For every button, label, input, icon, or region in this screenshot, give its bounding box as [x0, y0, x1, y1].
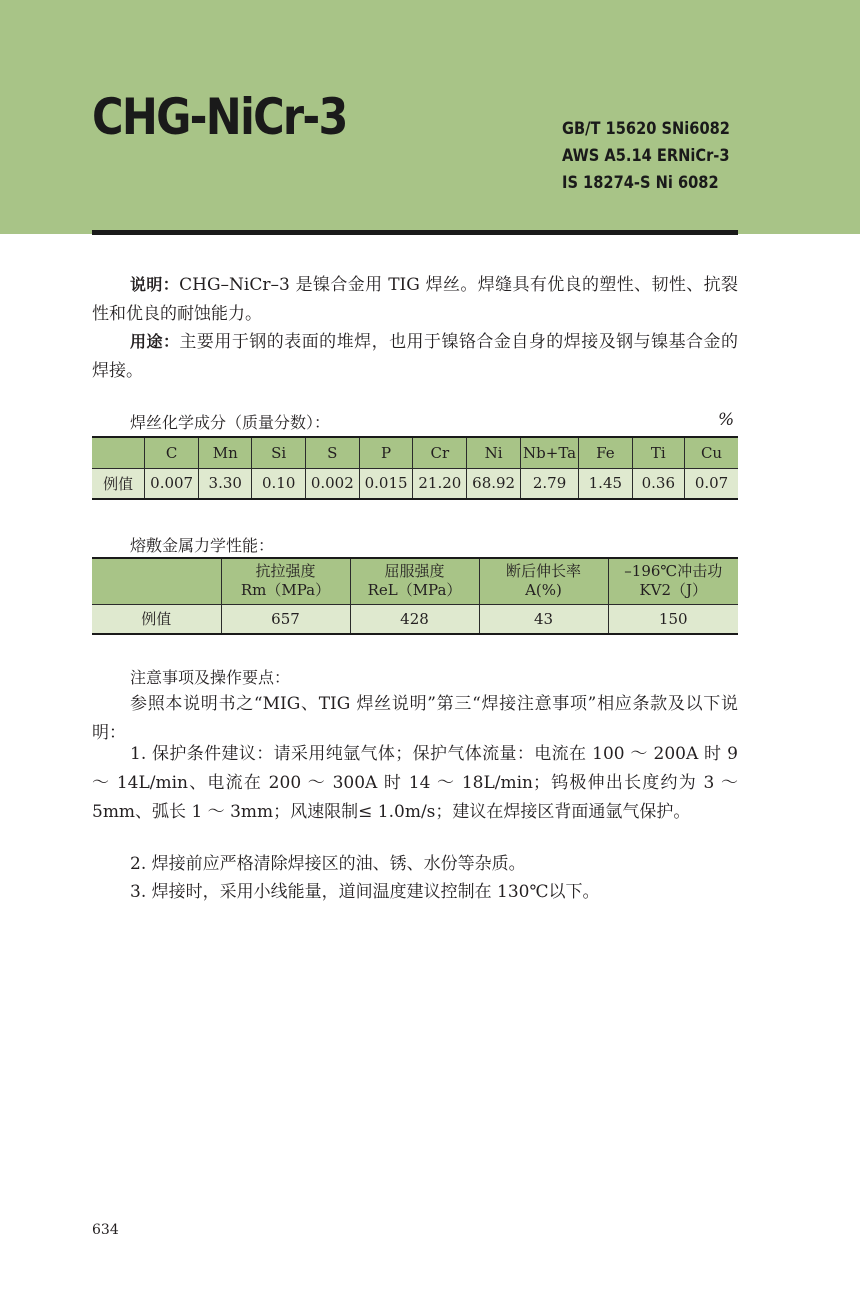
page-number: 634 [92, 1222, 119, 1238]
mechanical-value-cell: 150 [608, 604, 738, 634]
mechanical-row-label: 例值 [92, 604, 221, 634]
standards-list [562, 116, 730, 197]
header-line: 屈服强度 [384, 562, 445, 581]
chemistry-header-cell: Cr [413, 437, 467, 468]
header-line: A(%) [525, 581, 562, 600]
mechanical-value-cell: 428 [350, 604, 479, 634]
mechanical-title: 熔敷金属力学性能： [130, 536, 275, 555]
chemistry-value-cell: 0.007 [145, 468, 199, 499]
header-line: –196℃冲击功 [624, 562, 723, 581]
chemistry-value-cell: 0.10 [252, 468, 305, 499]
usage-paragraph [92, 327, 738, 386]
chemistry-header-cell: Fe [579, 437, 632, 468]
description-text: CHG–NiCr–3 是镍合金用 TIG 焊丝。焊缝具有优良的塑性、韧性、抗裂性和优良的耐蚀能力。 [92, 275, 738, 324]
mechanical-value-cell: 43 [479, 604, 608, 634]
mechanical-value-cell: 657 [221, 604, 350, 634]
chemistry-value-row [92, 468, 738, 499]
mechanical-header-tensile [221, 558, 350, 604]
notes-item: 3. 焊接时，采用小线能量，道间温度建议控制在 130℃以下。 [130, 882, 600, 902]
chemistry-header-cell: Mn [199, 437, 252, 468]
chemistry-header-row [92, 437, 738, 468]
chemistry-table [92, 436, 738, 500]
standard-aws: AWS A5.14 ERNiCr-3 [562, 146, 730, 166]
description-paragraph [92, 270, 738, 329]
mechanical-header-empty [92, 558, 221, 604]
header-rule [92, 230, 738, 235]
chemistry-value-cell: 68.92 [467, 468, 521, 499]
chemistry-value-cell: 0.36 [632, 468, 684, 499]
header-line: KV2（J） [639, 581, 708, 600]
chemistry-unit: % [718, 410, 735, 430]
mechanical-header-impact [608, 558, 738, 604]
chemistry-header-cell: Ti [632, 437, 684, 468]
chemistry-value-cell: 3.30 [199, 468, 252, 499]
mechanical-header-elongation [479, 558, 608, 604]
chemistry-value-cell: 1.45 [579, 468, 632, 499]
mechanical-header-yield [350, 558, 479, 604]
header-line: Rm（MPa） [240, 581, 331, 600]
chemistry-value-cell: 0.002 [305, 468, 359, 499]
mechanical-table [92, 557, 738, 635]
chemistry-value-cell: 0.015 [359, 468, 413, 499]
chemistry-title: 焊丝化学成分（质量分数）： [130, 413, 331, 432]
header-line: 抗拉强度 [255, 562, 316, 581]
standard-gbt: GB/T 15620 SNi6082 [562, 119, 730, 139]
chemistry-header-cell [92, 437, 145, 468]
chemistry-header-cell: Nb+Ta [521, 437, 579, 468]
chemistry-header-cell: S [305, 437, 359, 468]
usage-text: 主要用于钢的表面的堆焊，也用于镍铬合金自身的焊接及钢与镍基合金的焊接。 [92, 332, 738, 381]
chemistry-header-cell: Si [252, 437, 305, 468]
chemistry-header-cell: Cu [685, 437, 738, 468]
standard-is: IS 18274-S Ni 6082 [562, 173, 719, 193]
chemistry-value-cell: 0.07 [685, 468, 738, 499]
chemistry-header-cell: C [145, 437, 199, 468]
header-line: 断后伸长率 [505, 562, 581, 581]
notes-intro: 参照本说明书之“MIG、TIG 焊丝说明”第三“焊接注意事项”相应条款及以下说明： [92, 694, 738, 743]
chemistry-header-cell: P [359, 437, 413, 468]
header-band [0, 0, 860, 234]
chemistry-value-cell: 2.79 [521, 468, 579, 499]
usage-label: 用途： [130, 332, 180, 351]
product-title: CHG-NiCr-3 [92, 88, 347, 146]
chemistry-row-label: 例值 [92, 468, 145, 499]
chemistry-value-cell: 21.20 [413, 468, 467, 499]
notes-item: 2. 焊接前应严格清除焊接区的油、锈、水份等杂质。 [130, 854, 526, 874]
mechanical-value-row [92, 604, 738, 634]
mechanical-header-row [92, 558, 738, 604]
header-line: ReL（MPa） [367, 581, 462, 600]
notes-item: 1. 保护条件建议：请采用纯氩气体；保护气体流量：电流在 100 ～ 200A 时 9 ～ 14L/min、电流在 200 ～ 300A 时 14 ～ 18L/min；钨极伸出长度约为 3 ～ 5mm、弧长 1 ～ 3mm；风速限制≤ 1.0m/s；建议在焊接区背面通氩气保护。 [92, 744, 738, 822]
description-label: 说明： [130, 275, 180, 294]
notes-title: 注意事项及操作要点： [130, 668, 291, 687]
chemistry-header-cell: Ni [467, 437, 521, 468]
